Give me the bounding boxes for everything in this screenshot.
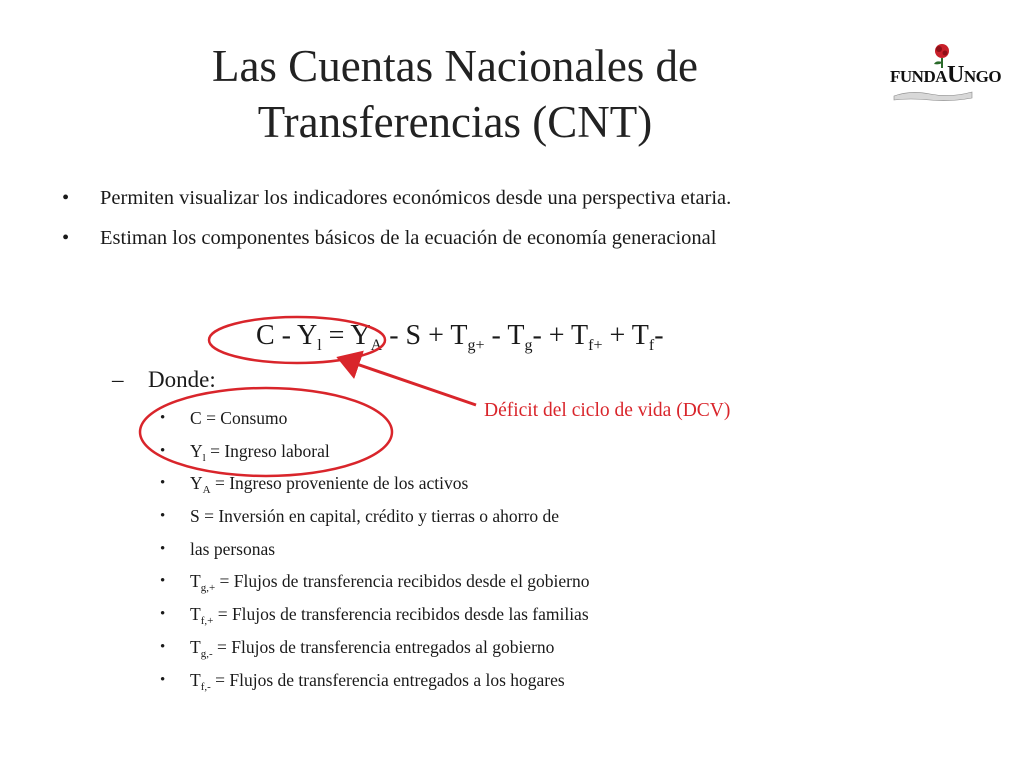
definition-item: • $T_{g,-}$ = Flujos de transferencia entregados al gobierno bbox=[160, 636, 555, 660]
bullet-dot-icon: • bbox=[160, 638, 166, 655]
bullet-dot-icon: • bbox=[160, 442, 166, 459]
bullet-dot-icon: • bbox=[160, 410, 166, 426]
definition-item: • $T_{f,-}$ = Flujos de transferencia entregados a los hogares bbox=[160, 669, 565, 693]
fundaungo-logo bbox=[890, 42, 1002, 104]
definition-item: • $T_{g,+}$ = Flujos de transferencia recibidos desde el gobierno bbox=[160, 571, 590, 595]
bullet-dot-icon: • bbox=[62, 227, 70, 249]
definition-item: • $Y_A$ = Ingreso proveniente de los activos bbox=[160, 473, 469, 497]
dash-icon: – bbox=[112, 367, 124, 392]
bullet-dot-icon: • bbox=[62, 187, 70, 209]
annotation-arrow bbox=[342, 359, 476, 405]
equation: $C - Y_l = Y_A - S + T_{g+} - T_g- + T_{f+} + T_f-$ bbox=[256, 320, 664, 354]
logo-text-1: FUNDA bbox=[890, 67, 947, 86]
definition-item: • C = Consumo bbox=[160, 408, 288, 428]
bullet-text: Permiten visualizar los indicadores económicos desde una perspectiva etaria. bbox=[100, 187, 732, 209]
bullet-item bbox=[60, 226, 980, 250]
definition-item: • S = Inversión en capital, crédito y tierras o ahorro de bbox=[160, 506, 559, 527]
logo-wordmark bbox=[890, 62, 1002, 89]
definitions-list bbox=[160, 406, 590, 700]
bullet-dot-icon: • bbox=[160, 606, 166, 623]
dcv-annotation: Déficit del ciclo de vida (DCV) bbox=[484, 400, 731, 421]
bullet-item bbox=[60, 186, 980, 210]
definition-item: • las personas bbox=[160, 538, 276, 559]
logo-text-2: U bbox=[947, 62, 964, 88]
slide-title: Las Cuentas Nacionales de Transferencias (CNT) bbox=[211, 41, 699, 147]
bullet-dot-icon: • bbox=[160, 540, 166, 557]
bullet-dot-icon: • bbox=[160, 671, 166, 688]
bullet-list bbox=[60, 186, 980, 266]
donde-heading bbox=[112, 367, 216, 393]
definition-item: • $T_{f,+}$ = Flujos de transferencia recibidos desde las familias bbox=[160, 604, 589, 628]
definition-item: • $Y_l$ = Ingreso laboral bbox=[160, 440, 330, 464]
bullet-dot-icon: • bbox=[160, 508, 166, 525]
bullet-dot-icon: • bbox=[160, 475, 166, 492]
bullet-dot-icon: • bbox=[160, 573, 166, 590]
bullet-text: Estiman los componentes básicos de la ecuación de economía generacional bbox=[100, 227, 717, 249]
logo-text-3: NGO bbox=[963, 67, 1002, 86]
donde-label: Donde: bbox=[148, 367, 216, 392]
